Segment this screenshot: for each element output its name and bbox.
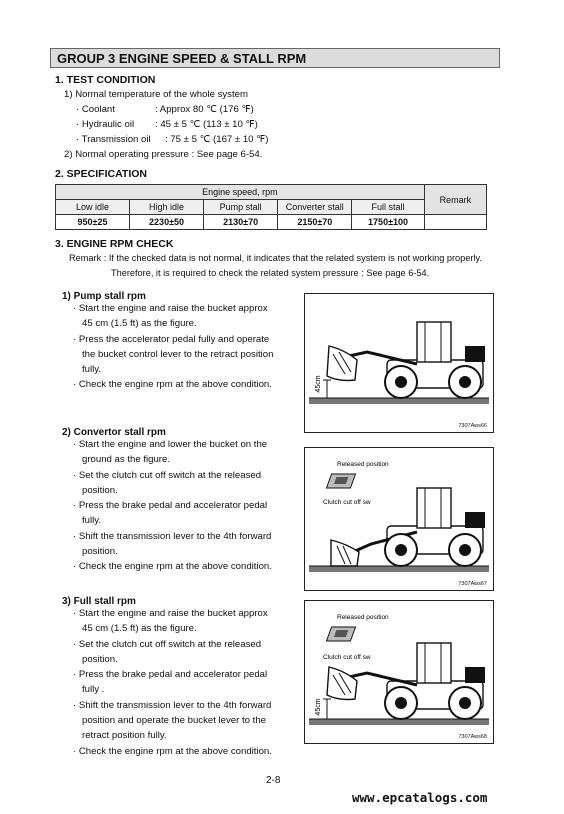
step-line: · Shift the transmission lever to the 4th forward <box>73 699 272 711</box>
pump-stall-figure <box>304 293 494 433</box>
val-pump-stall: 2130±70 <box>204 215 278 230</box>
wheel-loader-raised-illustration <box>305 294 493 432</box>
full-stall-steps <box>73 606 272 759</box>
step-line: · Shift the transmission lever to the 4th forward <box>73 530 272 542</box>
step-line: · Check the engine rpm at the above condition. <box>73 379 272 391</box>
step-line: fully . <box>82 684 105 696</box>
step-line: 45 cm (1.5 ft) as the figure. <box>82 623 197 635</box>
remark-header: Remark <box>424 185 486 215</box>
step-line: · Press the accelerator pedal fully and operate <box>73 333 270 345</box>
val-converter-stall: 2150±70 <box>278 215 352 230</box>
step-line: · Set the clutch cut off switch at the released <box>73 638 262 650</box>
step-line: 45 cm (1.5 ft) as the figure. <box>82 318 197 330</box>
step-line: fully. <box>82 515 102 527</box>
step-line: · Start the engine and raise the bucket approx <box>73 303 268 314</box>
col-low-idle: Low idle <box>56 200 130 215</box>
col-pump-stall: Pump stall <box>204 200 278 215</box>
fig2-switch-label: Clutch cut off sw <box>323 499 371 506</box>
pump-stall-title: 1) Pump stall rpm <box>62 291 146 302</box>
step-line: · Start the engine and lower the bucket on the <box>73 439 268 450</box>
step-line: fully. <box>82 364 102 376</box>
full-stall-title: 3) Full stall rpm <box>62 596 136 607</box>
col-converter-stall: Converter stall <box>278 200 352 215</box>
fig2-released-label: Released position <box>337 461 389 468</box>
convertor-stall-figure <box>304 447 494 591</box>
fig3-height-label: 45cm <box>315 698 322 716</box>
hydraulic-oil-label: · Hydraulic oil <box>76 119 135 130</box>
step-line: the bucket control lever to the retract position <box>82 348 274 360</box>
step-line: · Check the engine rpm at the above condition. <box>73 561 272 573</box>
full-stall-figure <box>304 600 494 744</box>
step-line: · Press the brake pedal and accelerator pedal <box>73 500 268 512</box>
test-condition-heading: 1. TEST CONDITION <box>55 74 156 86</box>
step-line: position. <box>82 546 118 558</box>
step-line: · Check the engine rpm at the above condition. <box>73 745 272 757</box>
fig1-height-label: 45cm <box>315 375 322 393</box>
specification-heading: 2. SPECIFICATION <box>55 168 147 180</box>
step-line: position. <box>82 484 118 496</box>
step-line: · Start the engine and raise the bucket approx <box>73 608 268 619</box>
coolant-value: : Approx 80 ℃ (176 ℉) <box>155 104 254 115</box>
col-high-idle: High idle <box>129 200 203 215</box>
remark-line-1: Remark : If the checked data is not normal, it indicates that the related system is not working properly. <box>69 253 482 263</box>
test-condition-item-2: 2) Normal operating pressure : See page 6-54. <box>64 149 263 160</box>
val-full-stall: 1750±100 <box>352 215 424 230</box>
engine-rpm-check-heading: 3. ENGINE RPM CHECK <box>55 238 174 250</box>
fig2-code: 7307Aws67 <box>458 581 487 587</box>
specification-table <box>55 184 487 230</box>
convertor-stall-steps <box>73 437 272 575</box>
page-number: 2-8 <box>266 775 281 786</box>
step-line: ground as the figure. <box>82 454 171 466</box>
pump-stall-steps <box>73 301 273 393</box>
remark-line-2: Therefore, it is required to check the related system pressure : See page 6-54. <box>111 268 430 278</box>
transmission-oil-label: · Transmission oil <box>76 134 151 145</box>
fig3-released-label: Released position <box>337 614 389 621</box>
step-line: position and operate the bucket lever to the <box>82 715 267 727</box>
val-low-idle: 950±25 <box>56 215 130 230</box>
convertor-stall-title: 2) Convertor stall rpm <box>62 427 166 438</box>
wheel-loader-raised-switch-illustration <box>305 601 493 743</box>
val-high-idle: 2230±50 <box>129 215 203 230</box>
step-line: retract position fully. <box>82 730 167 742</box>
fig3-code: 7307Aws68 <box>458 734 487 740</box>
engine-speed-header: Engine speed, rpm <box>56 185 425 200</box>
watermark-url: www.epcatalogs.com <box>352 790 488 805</box>
test-condition-item-1: 1) Normal temperature of the whole system <box>64 89 248 100</box>
fig3-switch-label: Clutch cut off sw <box>323 654 371 661</box>
step-line: · Press the brake pedal and accelerator pedal <box>73 669 268 681</box>
transmission-oil-value: : 75 ± 5 ℃ (167 ± 10 ℉) <box>165 134 269 145</box>
col-full-stall: Full stall <box>352 200 424 215</box>
hydraulic-oil-value: : 45 ± 5 ℃ (113 ± 10 ℉) <box>155 119 258 130</box>
fig1-code: 7307Aws66 <box>458 423 487 429</box>
step-line: position. <box>82 653 118 665</box>
wheel-loader-lowered-illustration <box>305 448 493 590</box>
step-line: · Set the clutch cut off switch at the released <box>73 469 262 481</box>
coolant-label: · Coolant <box>76 104 115 115</box>
group-title: GROUP 3 ENGINE SPEED & STALL RPM <box>50 48 500 68</box>
val-remark <box>424 215 486 230</box>
